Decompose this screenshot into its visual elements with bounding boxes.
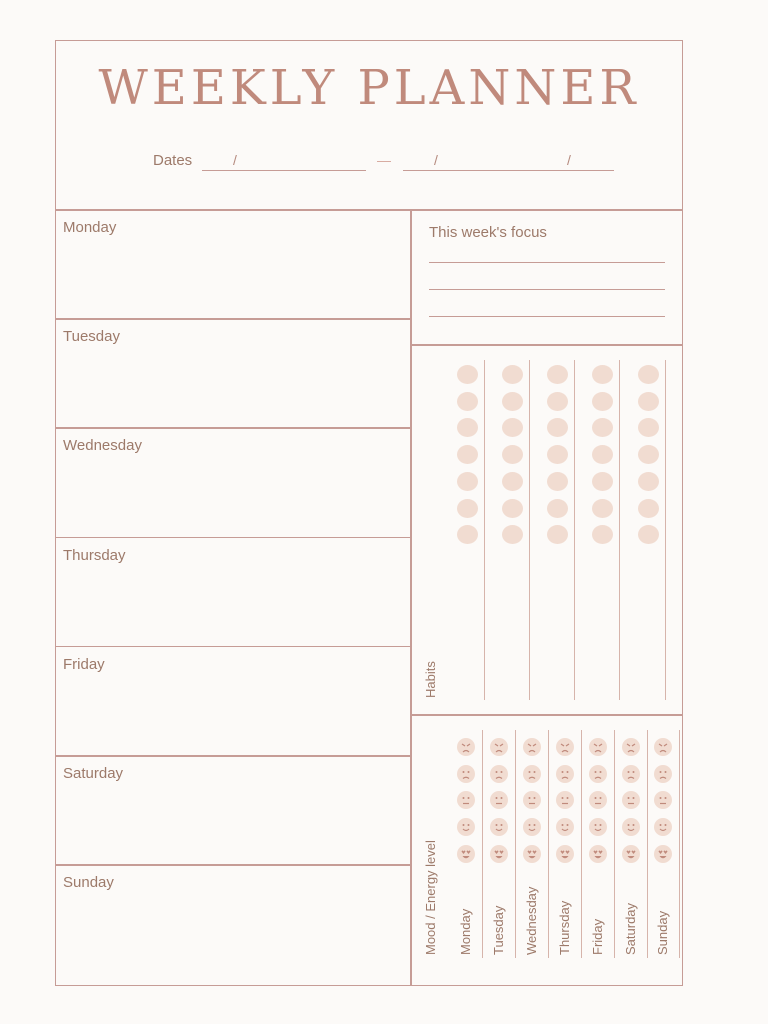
angry-face-icon[interactable]	[556, 738, 574, 756]
mood-day-label-thursday: Thursday	[557, 900, 572, 955]
love-face-icon[interactable]	[457, 845, 475, 863]
habit-dot[interactable]	[457, 365, 478, 384]
mood-column-line	[647, 730, 648, 958]
neutral-face-icon[interactable]	[654, 791, 672, 809]
habit-dot[interactable]	[547, 499, 568, 518]
habit-dot[interactable]	[638, 392, 659, 411]
day-divider	[55, 427, 411, 429]
day-label-wednesday: Wednesday	[63, 437, 142, 455]
day-notes-sunday[interactable]	[56, 894, 408, 969]
smile-face-icon[interactable]	[457, 818, 475, 836]
habit-dot[interactable]	[457, 445, 478, 464]
day-notes-wednesday[interactable]	[56, 457, 408, 532]
mood-day-label-tuesday: Tuesday	[491, 905, 506, 955]
habit-dot[interactable]	[592, 472, 613, 491]
mood-day-label-wednesday: Wednesday	[524, 886, 539, 955]
day-notes-thursday[interactable]	[56, 567, 408, 642]
mood-day-label-saturday: Saturday	[623, 902, 638, 955]
mood-column-line	[482, 730, 483, 958]
habits-divider	[410, 714, 683, 716]
sad-face-icon[interactable]	[622, 765, 640, 783]
habit-dot[interactable]	[457, 499, 478, 518]
mood-column-line	[614, 730, 615, 958]
angry-face-icon[interactable]	[490, 738, 508, 756]
love-face-icon[interactable]	[523, 845, 541, 863]
day-notes-tuesday[interactable]	[56, 348, 408, 423]
mood-day-label-sunday: Sunday	[655, 910, 670, 955]
focus-line[interactable]	[429, 316, 665, 317]
sad-face-icon[interactable]	[490, 765, 508, 783]
love-face-icon[interactable]	[589, 845, 607, 863]
focus-divider	[410, 344, 683, 346]
mood-column-line	[679, 730, 680, 958]
smile-face-icon[interactable]	[556, 818, 574, 836]
habit-dot[interactable]	[592, 392, 613, 411]
date-end-slash-2: /	[567, 152, 571, 168]
day-notes-monday[interactable]	[56, 239, 408, 314]
angry-face-icon[interactable]	[457, 738, 475, 756]
habit-dot[interactable]	[638, 499, 659, 518]
focus-line[interactable]	[429, 262, 665, 263]
habit-column-line	[574, 360, 575, 700]
day-divider	[55, 537, 411, 539]
day-label-sunday: Sunday	[63, 874, 114, 892]
focus-label: This week's focus	[429, 224, 547, 241]
mood-column-line	[581, 730, 582, 958]
habit-dot[interactable]	[592, 365, 613, 384]
smile-face-icon[interactable]	[523, 818, 541, 836]
habit-dot[interactable]	[502, 499, 523, 518]
sad-face-icon[interactable]	[589, 765, 607, 783]
day-divider	[55, 755, 411, 757]
angry-face-icon[interactable]	[622, 738, 640, 756]
habit-dot[interactable]	[592, 445, 613, 464]
day-notes-friday[interactable]	[56, 676, 408, 751]
day-divider	[55, 646, 411, 648]
neutral-face-icon[interactable]	[457, 791, 475, 809]
habit-column-line	[665, 360, 666, 700]
page-title: WEEKLY PLANNER	[98, 60, 640, 116]
sad-face-icon[interactable]	[523, 765, 541, 783]
love-face-icon[interactable]	[490, 845, 508, 863]
sad-face-icon[interactable]	[556, 765, 574, 783]
smile-face-icon[interactable]	[654, 818, 672, 836]
habit-dot[interactable]	[457, 392, 478, 411]
day-divider	[55, 318, 411, 320]
smile-face-icon[interactable]	[622, 818, 640, 836]
love-face-icon[interactable]	[556, 845, 574, 863]
habit-dot[interactable]	[457, 472, 478, 491]
neutral-face-icon[interactable]	[556, 791, 574, 809]
sad-face-icon[interactable]	[654, 765, 672, 783]
mood-label: Mood / Energy level	[423, 840, 438, 955]
habit-dot[interactable]	[638, 472, 659, 491]
mood-column-line	[548, 730, 549, 958]
day-label-saturday: Saturday	[63, 765, 124, 782]
day-label-tuesday: Tuesday	[63, 328, 120, 346]
habit-dot[interactable]	[547, 472, 568, 491]
love-face-icon[interactable]	[622, 845, 640, 863]
date-end-field[interactable]	[403, 170, 614, 171]
date-separator: —	[377, 152, 391, 168]
habit-dot[interactable]	[547, 392, 568, 411]
day-divider	[55, 864, 411, 866]
neutral-face-icon[interactable]	[589, 791, 607, 809]
date-start-field[interactable]	[202, 170, 366, 171]
neutral-face-icon[interactable]	[622, 791, 640, 809]
column-divider	[410, 209, 412, 986]
date-start-slash: /	[233, 152, 237, 168]
neutral-face-icon[interactable]	[490, 791, 508, 809]
habit-dot[interactable]	[547, 445, 568, 464]
habit-dot[interactable]	[502, 365, 523, 384]
dates-label: Dates	[153, 152, 193, 169]
love-face-icon[interactable]	[654, 845, 672, 863]
mood-column-line	[515, 730, 516, 958]
sad-face-icon[interactable]	[457, 765, 475, 783]
angry-face-icon[interactable]	[523, 738, 541, 756]
neutral-face-icon[interactable]	[523, 791, 541, 809]
focus-line[interactable]	[429, 289, 665, 290]
habits-label: Habits	[423, 661, 438, 698]
habit-dot[interactable]	[502, 445, 523, 464]
habit-column-line	[619, 360, 620, 700]
habit-dot[interactable]	[502, 392, 523, 411]
habit-dot[interactable]	[592, 499, 613, 518]
smile-face-icon[interactable]	[589, 818, 607, 836]
day-label-thursday: Thursday	[63, 546, 126, 564]
habit-dot[interactable]	[502, 472, 523, 491]
habit-column-line	[529, 360, 530, 700]
smile-face-icon[interactable]	[490, 818, 508, 836]
mood-day-label-monday: Monday	[458, 908, 473, 955]
header-divider	[55, 209, 683, 211]
date-end-slash-1: /	[434, 152, 438, 168]
angry-face-icon[interactable]	[589, 738, 607, 756]
habit-column-line	[484, 360, 485, 700]
angry-face-icon[interactable]	[654, 738, 672, 756]
day-notes-saturday[interactable]	[56, 785, 408, 860]
day-label-friday: Friday	[63, 655, 105, 673]
habit-dot[interactable]	[547, 365, 568, 384]
day-label-monday: Monday	[63, 219, 117, 236]
habit-dot[interactable]	[638, 445, 659, 464]
habit-dot[interactable]	[638, 365, 659, 384]
mood-day-label-friday: Friday	[590, 918, 605, 955]
